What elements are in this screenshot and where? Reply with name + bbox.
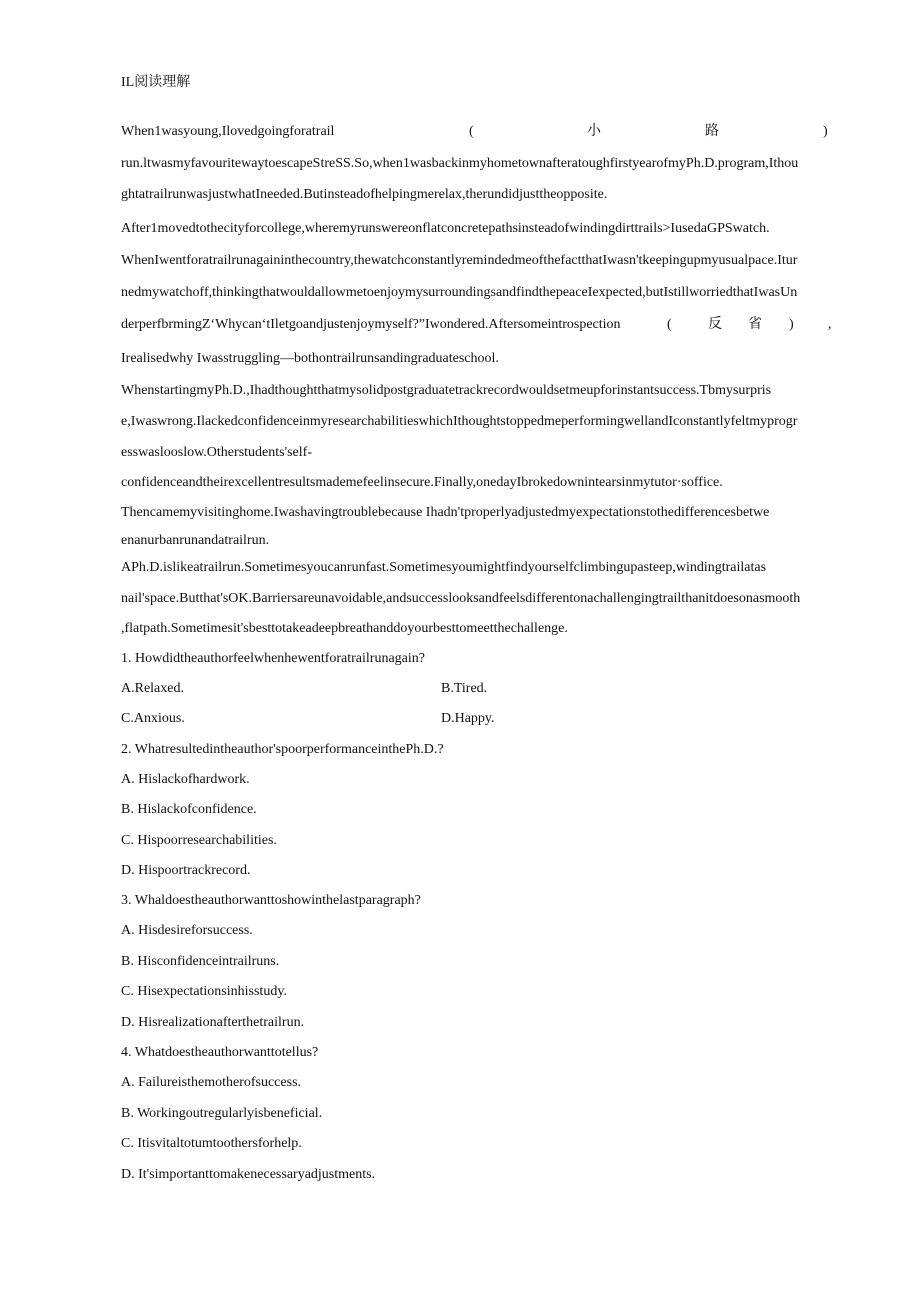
question-4-option-b: B. Workingoutregularlyisbeneficial. (121, 1106, 323, 1121)
question-3-option-a: A. Hisdesireforsuccess. (121, 923, 253, 938)
question-1-option-b: B.Tired. (441, 681, 488, 696)
paragraph-2-line-2: WhenIwentforatrailrunagaininthecountry,thewatchconstantlyremindedmeofthefactthatIwasn'tkeepingupmyusualpace.Itur (121, 253, 798, 268)
gloss-open-paren: ( (469, 124, 474, 139)
paragraph-5-line-1: APh.D.islikeatrailrun.Sometimesyoucanrunfast.Sometimesyoumightfindyourselfclimbingupasteep,windingtrailatas (121, 560, 767, 575)
gloss-char-2: 路 (705, 124, 719, 139)
question-2-option-c: C. Hispoorresearchabilities. (121, 833, 277, 848)
paragraph-3-line-4: confidenceandtheirexcellentresultsmademefeelinsecure.Finally,onedayIbrokedownintearsinmytutor·soffice. (121, 475, 723, 490)
question-2-option-d: D. Hispoortrackrecord. (121, 863, 251, 878)
paragraph-1-line-1 (121, 123, 840, 141)
question-1-stem: 1. Howdidtheauthorfeelwhenhewentforatrailrunagain? (121, 651, 425, 666)
paragraph-2-line-4 (121, 316, 840, 334)
gloss-close-paren: ) (823, 124, 828, 139)
paragraph-1-lead: When1wasyoung,Ilovedgoingforatrail (121, 124, 335, 139)
section-heading: IL阅读理解 (121, 75, 191, 90)
question-3-option-c: C. Hisexpectationsinhisstudy. (121, 984, 287, 999)
gloss-char-1: 小 (587, 124, 601, 139)
gloss-char-4: 省 (748, 317, 762, 332)
question-4-stem: 4. Whatdoestheauthorwanttotellus? (121, 1045, 319, 1060)
question-3-stem: 3. Whaldoestheauthorwanttoshowinthelastparagraph? (121, 893, 421, 908)
gloss-open-paren-2: ( (667, 317, 672, 332)
question-2-option-a: A. Hislackofhardwork. (121, 772, 250, 787)
paragraph-5-line-3: ,flatpath.Sometimesit'sbesttotakeadeepbreathanddoyourbesttomeetthechallenge. (121, 621, 568, 636)
paragraph-1-line-2: run.ltwasmyfavouritewaytoescapeStreSS.So,when1wasbackinmyhometownafteratoughfirstyearofmyPh.D.program,Ithou (121, 156, 799, 171)
question-1-option-c: C.Anxious. (121, 711, 185, 726)
paragraph-3-line-2: e,Iwaswrong.IlackedconfidenceinmyresearchabilitieswhichIthoughtstoppedmeperformingwellandIconstantlyfeltmyprogr (121, 414, 798, 429)
question-2-stem: 2. Whatresultedintheauthor'spoorperformanceinthePh.D.? (121, 742, 444, 757)
paragraph-1-line-3: ghtatrailrunwasjustwhatIneeded.Butinsteadofhelpingmerelax,therundidjusttheopposite. (121, 187, 608, 202)
paragraph-5-line-2: nail'space.Butthat'sOK.Barriersareunavoidable,andsuccesslooksandfeelsdifferentonachallengingtrailthanitdoesonasmooth (121, 591, 801, 606)
question-4-option-d: D. It'simportanttomakenecessaryadjustments. (121, 1167, 376, 1182)
gloss-comma: , (828, 317, 832, 332)
paragraph-3-line-1: WhenstartingmyPh.D.,Ihadthoughtthatmysolidpostgraduatetrackrecordwouldsetmeupforinstantsuccess.Tbmysurpris (121, 383, 772, 398)
paragraph-3-line-3: esswaslooslow.Otherstudents'self- (121, 445, 312, 460)
paragraph-2-line-1: After1movedtothecityforcollege,wheremyrunswereonflatconcretepathsinsteadofwindingdirttrails>IusedaGPSwatch. (121, 221, 770, 236)
paragraph-2-line-3: nedmywatchoff,thinkingthatwouldallowmetoenjoymysurroundingsandfindthepeaceIexpected,butIstillworriedthatIwasUn (121, 285, 798, 300)
paragraph-4-line-1: Thencamemyvisitinghome.Iwashavingtroublebecause Ihadn'tproperlyadjustedmyexpectationstothedifferencesbetwe (121, 505, 770, 520)
gloss-close-paren-2: ) (789, 317, 794, 332)
question-2-option-b: B. Hislackofconfidence. (121, 802, 257, 817)
paragraph-2-line-5: Irealisedwhy Iwasstruggling—bothontrailrunsandingraduateschool. (121, 351, 499, 366)
question-4-option-a: A. Failureisthemotherofsuccess. (121, 1075, 302, 1090)
question-3-option-b: B. Hisconfidenceintrailruns. (121, 954, 280, 969)
question-3-option-d: D. Hisrealizationafterthetrailrun. (121, 1015, 305, 1030)
question-4-option-c: C. Itisvitaltotumtoothersforhelp. (121, 1136, 302, 1151)
gloss-char-3: 反 (708, 317, 722, 332)
paragraph-4-line-2: enanurbanrunandatrailrun. (121, 533, 270, 548)
paragraph-2-line-4-lead: derperfbrmingZ‘Whycan‘tIletgoandjustenjoymyself?”Iwondered.Aftersomeintrospection (121, 317, 621, 332)
question-1-option-d: D.Happy. (441, 711, 495, 726)
question-1-option-a: A.Relaxed. (121, 681, 184, 696)
